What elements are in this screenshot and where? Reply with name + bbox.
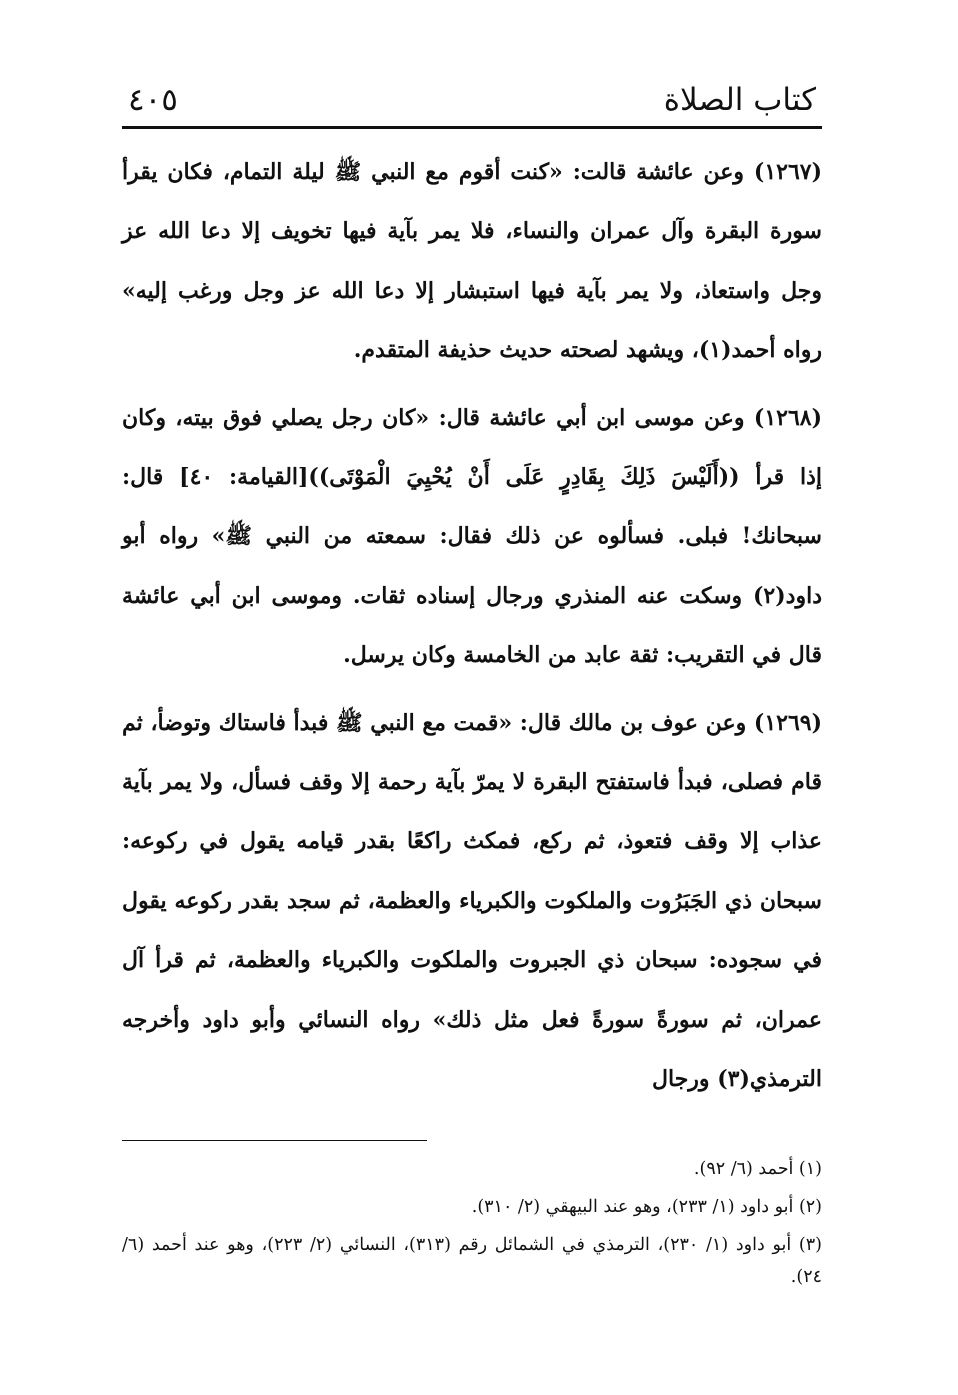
paragraph-text: (١٢٦٩) وعن عوف بن مالك قال: «قمت مع النبي ﷺ فبدأ فاستاك وتوضأ، ثم قام فصلى، فبدأ فاستفتح البقرة لا يمرّ بآية رحمة إلا وقف فسأل، ولا يمر بآية عذاب إلا وقف فتعوذ، ثم ركع، فمكث راكعًا بقدر قيامه يقول في ركوعه: سبحان ذي الجَبَرُوت والملكوت والكبرياء والعظمة، ثم سجد بقدر ركوعه يقول في سجوده: سبحان ذي الجبروت والملكوت والكبرياء والعظمة، ثم قرأ آل عمران، ثم سورةً سورةً فعل مثل ذلك» رواه النسائي وأبو داود وأخرجه الترمذي(٣) ورجال bbox=[122, 709, 822, 1093]
hadith-paragraph-1268 bbox=[122, 389, 822, 686]
page-number: ٤٠٥ bbox=[128, 82, 178, 118]
footnote-3: (٣) أبو داود (١/ ٢٣٠)، الترمذي في الشمائل رقم (٣١٣)، النسائي (٢/ ٢٢٣)، وهو عند أحمد (٦/ ٢٤). bbox=[122, 1234, 822, 1287]
paragraph-text: (١٢٦٧) وعن عائشة قالت: «كنت أقوم مع النبي ﷺ ليلة التمام، فكان يقرأ سورة البقرة وآل عمران والنساء، فلا يمر بآية فيها تخويف إلا دعا الله عز وجل واستعاذ، ولا يمر بآية فيها استبشار إلا دعا الله عز وجل ورغب إليه» رواه أحمد(١)، ويشهد لصحته حديث حذيفة المتقدم. bbox=[122, 159, 822, 364]
hadith-paragraph-1267 bbox=[122, 143, 822, 381]
hadith-paragraph-1269 bbox=[122, 694, 822, 1110]
footnote-2: (٢) أبو داود (١/ ٢٣٣)، وهو عند البيهقي (٢/ ٣١٠). bbox=[471, 1196, 822, 1217]
footnote-divider bbox=[122, 1140, 427, 1141]
book-title: كتاب الصلاة bbox=[663, 82, 816, 118]
paragraph-text: (١٢٦٨) وعن موسى ابن أبي عائشة قال: «كان رجل يصلي فوق بيته، وكان إذا قرأ ((أَلَيْسَ ذَلِكَ بِقَادِرٍ عَلَى أَنْ يُحْيِيَ الْمَوْتَى))[القيامة: ٤٠] قال: سبحانك! فبلى. فسألوه عن ذلك فقال: سمعته من النبي ﷺ» رواه أبو داود(٢) وسكت عنه المنذري ورجال إسناده ثقات. وموسى ابن أبي عائشة قال في التقريب: ثقة عابد من الخامسة وكان يرسل. bbox=[122, 404, 822, 669]
main-text bbox=[122, 143, 822, 1110]
footnote-1: (١) أحمد (٦/ ٩٢). bbox=[693, 1158, 822, 1179]
header-divider bbox=[122, 126, 822, 129]
page-header bbox=[122, 78, 822, 126]
document-page bbox=[122, 78, 822, 1299]
footnotes-section bbox=[122, 1153, 822, 1293]
